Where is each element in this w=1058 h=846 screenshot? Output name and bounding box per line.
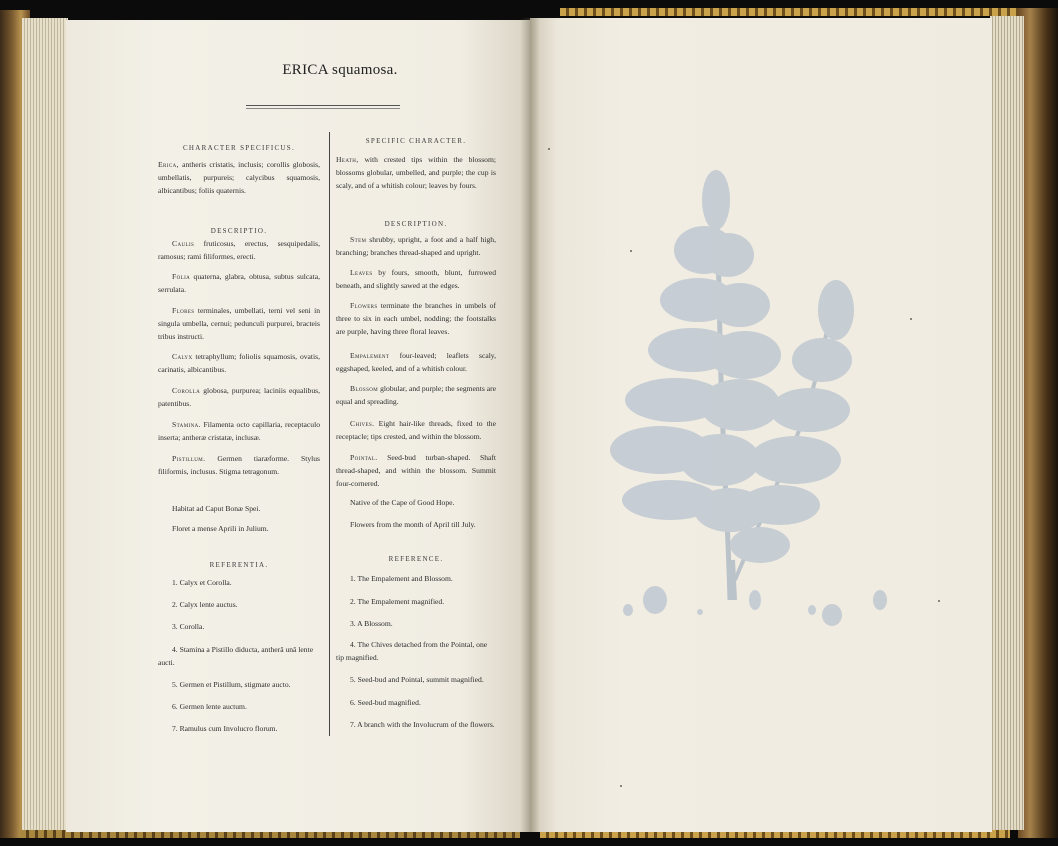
english-desc-item (336, 349, 496, 375)
latin-desc-lead: Folia (172, 272, 191, 281)
latin-desc-item (158, 418, 320, 444)
gilt-border-top (560, 8, 1018, 16)
column-divider (329, 132, 330, 736)
english-desc-item (336, 382, 496, 408)
english-desc-text: four-leaved; leaflets scaly, eggshaped, keeled, and of a whitish colour. (336, 351, 496, 373)
latin-desc-text: tetraphyllum; foliolis squamosis, ovatis, carinatis, albicantibus. (158, 352, 320, 374)
latin-desc-item (158, 452, 320, 478)
latin-ref-item: 5. Germen et Pistillum, stigmate aucto. (172, 680, 291, 689)
english-desc-text: globular, and purple; the segments are equal and spreading. (336, 384, 496, 406)
latin-ref-item: 3. Corolla. (172, 622, 205, 631)
latin-char-lead: Erica, (158, 160, 179, 169)
latin-desc-text: quaterna, glabra, obtusa, subtus sulcata, serrulata. (158, 272, 320, 294)
latin-floret: Floret a mense Aprili in Julium. (172, 524, 269, 533)
foxing-spot (630, 250, 632, 252)
english-desc-item (336, 451, 496, 490)
latin-ref-item: 1. Calyx et Corolla. (172, 578, 232, 587)
english-desc-lead: Blossom (350, 384, 379, 393)
english-char-heading: SPECIFIC CHARACTER. (365, 137, 467, 145)
english-desc-lead: Chives. (350, 419, 375, 428)
english-ref-item: 5. Seed-bud and Pointal, summit magnified. (350, 675, 484, 684)
english-column (336, 0, 496, 846)
english-desc-text: shrubby, upright, a foot and a half high, branching; branches thread-shaped and upright. (336, 235, 496, 257)
latin-char-text (158, 158, 320, 197)
english-char-body: with crested tips within the blossom; blossoms globular, umbelled, and purple; the cup is scaly, and of a whitish colour; leaves by fours. (336, 155, 496, 190)
latin-desc-text: terminales, umbellati, terni vel seni in singula umbella, cernui; pedunculi purpurei, bracteis tribus instructi. (158, 306, 320, 341)
english-ref-item: 7. A branch with the Involucrum of the flowers. (350, 720, 495, 729)
latin-desc-item (158, 270, 320, 296)
gutter-shadow (520, 18, 540, 832)
latin-desc-item (158, 384, 320, 410)
english-native: Native of the Cape of Good Hope. (350, 498, 455, 507)
left-page-edges (22, 18, 68, 830)
latin-ref-item: 6. Germen lente auctum. (172, 702, 247, 711)
foxing-spot (910, 318, 912, 320)
latin-desc-text: Filamenta octo capillaria, receptaculo inserta; antheræ cristatæ, inclusæ. (158, 420, 320, 442)
latin-desc-item (158, 350, 320, 376)
english-ref-item: 2. The Empalement magnified. (350, 597, 445, 606)
latin-desc-text: globosa, purpurea; laciniis equalibus, patentibus. (158, 386, 320, 408)
latin-desc-lead: Stamina. (172, 420, 201, 429)
latin-desc-item (158, 237, 320, 263)
latin-desc-heading: DESCRIPTIO. (210, 227, 268, 235)
right-page-edges (990, 16, 1024, 830)
english-desc-text: Seed-bud turban-shaped. Shaft thread-shaped, and within the blossom. Summit four-cornered. (336, 453, 497, 488)
botanical-plate-illustration (600, 160, 900, 690)
english-desc-item (336, 266, 496, 292)
english-desc-item (336, 233, 496, 259)
latin-ref-item: 4. Stamina a Pistillo diducta, antherâ unâ lente aucti. (158, 645, 314, 667)
foxing-spot (548, 148, 550, 150)
latin-desc-lead: Flores (172, 306, 195, 315)
latin-desc-text: Germen tiaræforme. Stylus filiformis, inclusus. Stigma tetragonum. (158, 454, 320, 476)
english-desc-item (336, 299, 496, 338)
latin-habitat: Habitat ad Caput Bonæ Spei. (172, 504, 261, 513)
latin-char-body: antheris cristatis, inclusis; corollis globosis, umbellatis, purpureis; calycibus squamosis, albicantibus; foliis quaternis. (158, 160, 320, 195)
english-ref-item: 1. The Empalement and Blossom. (350, 574, 453, 583)
latin-ref-item: 2. Calyx lente auctus. (172, 600, 238, 609)
english-desc-text: Eight hair-like threads, fixed to the receptacle; tips crested, and within the blossom. (336, 419, 496, 441)
english-desc-text: by fours, smooth, blunt, furrowed beneath, and slightly sawed at the edges. (336, 268, 496, 290)
english-char-text (336, 153, 496, 192)
english-ref-item: 4. The Chives detached from the Pointal, one tip magnified. (336, 640, 488, 662)
latin-desc-lead: Calyx (172, 352, 193, 361)
right-board (1018, 8, 1058, 838)
english-ref-item: 6. Seed-bud magnified. (350, 698, 421, 707)
english-ref-item: 3. A Blossom. (350, 619, 393, 628)
english-desc-lead: Stem (350, 235, 367, 244)
english-desc-lead: Pointal. (350, 453, 378, 462)
foxing-spot (620, 785, 622, 787)
english-ref-heading: REFERENCE. (388, 555, 444, 563)
latin-ref-heading: REFERENTIA. (209, 561, 269, 569)
latin-desc-lead: Caulis (172, 239, 195, 248)
english-desc-item (336, 417, 496, 443)
latin-desc-lead: Pistillum. (172, 454, 206, 463)
latin-desc-text: fruticosus, erectus, sesquipedalis, ramosus; rami filiformes, erecti. (158, 239, 320, 261)
latin-column (158, 0, 320, 846)
latin-char-heading: CHARACTER SPECIFICUS. (182, 144, 296, 152)
latin-ref-item: 7. Ramulus cum Involucro florum. (172, 724, 278, 733)
english-desc-lead: Leaves (350, 268, 373, 277)
english-desc-lead: Flowers (350, 301, 378, 310)
latin-desc-lead: Corolla (172, 386, 201, 395)
english-flowers: Flowers from the month of April till July. (350, 520, 476, 529)
english-desc-text: terminate the branches in umbels of three to six in each umbel, nodding; the footstalks are purple, having three floral leaves. (336, 301, 496, 336)
foxing-spot (938, 600, 940, 602)
english-desc-heading: DESCRIPTION. (384, 220, 448, 228)
english-desc-lead: Empalement (350, 351, 390, 360)
english-char-lead: Heath, (336, 155, 359, 164)
latin-desc-item (158, 304, 320, 343)
page-title: ERICA squamosa. (282, 62, 398, 78)
